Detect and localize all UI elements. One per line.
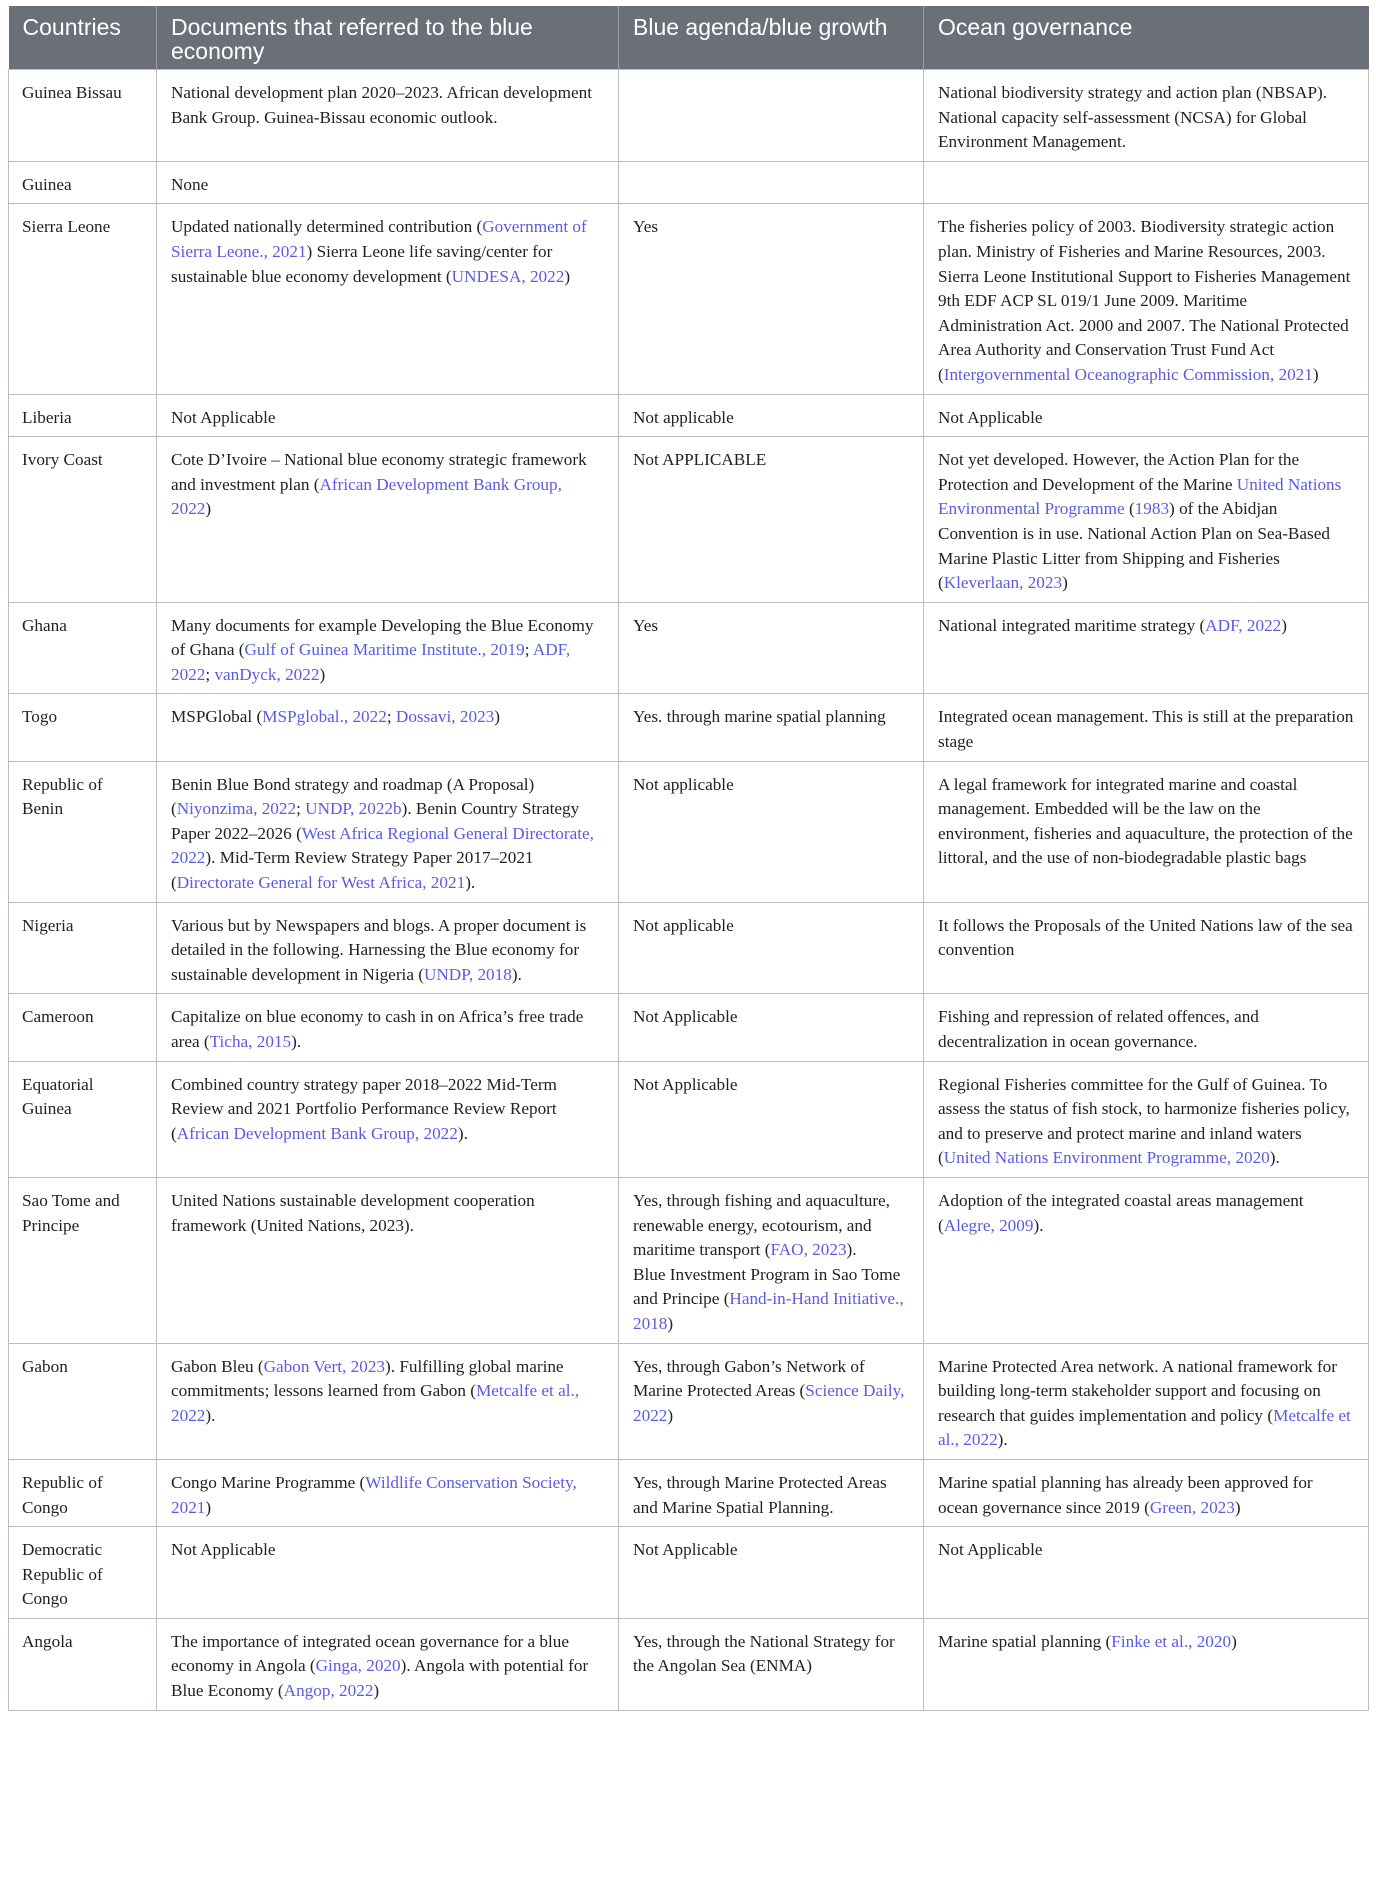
- documents-cell: [157, 437, 619, 603]
- cell-text: ).: [511, 964, 522, 984]
- citation-link[interactable]: United Nations Environmental Programme: [938, 474, 1342, 519]
- header-ocean-governance: Ocean governance: [924, 6, 1369, 70]
- table-row: [9, 1061, 1369, 1177]
- blue-agenda-cell: [619, 694, 924, 761]
- cell-text: ): [373, 1681, 380, 1701]
- citation-link[interactable]: Directorate General for West Africa, 2021: [176, 873, 466, 893]
- cell-text: United Nations sustainable development cooperation framework (United Nations, 2023).: [171, 1190, 535, 1235]
- ocean-governance-cell: [924, 602, 1369, 694]
- blue-agenda-cell: [619, 437, 924, 603]
- citation-link[interactable]: Kleverlaan, 2023: [943, 573, 1063, 593]
- cell-text: ;: [296, 799, 306, 819]
- cell-text: National biodiversity strategy and action plan (NBSAP). National capacity self-assessment (NCSA) for Global Environment Management.: [938, 83, 1328, 152]
- cell-text: Capitalize on blue economy to cash in on Africa’s free trade area (: [171, 1007, 584, 1051]
- cell-text: ) of the Abidjan Convention is in use. National Action Plan on Sea-Based Marine Plastic Litter from Shipping and Fisheries (: [938, 499, 1330, 593]
- cell-text: ): [205, 499, 212, 519]
- citation-link[interactable]: Intergovernmental Oceanographic Commission, 2021: [943, 364, 1313, 384]
- cell-text: ).: [1033, 1215, 1044, 1235]
- header-blue-agenda: Blue agenda/blue growth: [619, 6, 924, 70]
- country-cell: Nigeria: [9, 902, 157, 994]
- table-row: [9, 1459, 1369, 1526]
- citation-link[interactable]: Metcalfe et al., 2022: [171, 1381, 580, 1425]
- documents-cell: [157, 1177, 619, 1343]
- cell-text: ).: [997, 1430, 1008, 1450]
- cell-text: Yes, through Marine Protected Areas and Marine Spatial Planning.: [633, 1472, 887, 1517]
- citation-link[interactable]: Green, 2023: [1149, 1497, 1235, 1517]
- cell-text: MSPGlobal (: [171, 707, 263, 727]
- blue-agenda-cell: [619, 1343, 924, 1459]
- cell-text: ): [319, 664, 326, 684]
- cell-text: Yes, through Gabon’s Network of Marine Protected Areas (: [633, 1356, 865, 1401]
- cell-text: Not Applicable: [171, 407, 276, 427]
- ocean-governance-cell: [924, 70, 1369, 162]
- blue-economy-table: [8, 6, 1369, 1711]
- cell-text: ). Mid-Term Review Strategy Paper 2017–2021 (: [171, 848, 534, 893]
- table-row: [9, 902, 1369, 994]
- documents-cell: [157, 994, 619, 1061]
- cell-text: Not Applicable: [171, 1540, 276, 1560]
- cell-text: Yes: [633, 217, 659, 237]
- citation-link[interactable]: West Africa Regional General Directorate, 2022: [171, 823, 594, 868]
- cell-text: ): [667, 1405, 674, 1425]
- country-cell: Gabon: [9, 1343, 157, 1459]
- country-cell: Sierra Leone: [9, 204, 157, 394]
- citation-link[interactable]: Alegre, 2009: [943, 1215, 1034, 1235]
- documents-cell: [157, 1527, 619, 1619]
- documents-cell: [157, 761, 619, 902]
- cell-text: Not yet developed. However, the Action Plan for the Protection and Development of the Marine: [938, 450, 1300, 494]
- citation-link[interactable]: UNDP, 2022b: [305, 799, 402, 819]
- cell-text: A legal framework for integrated marine and coastal management. Embedded will be the law on the environment, fisheries and aquaculture, the protection of the littoral, and the use of non-biodegradable plastic bags: [938, 774, 1353, 868]
- blue-agenda-cell: [619, 1459, 924, 1526]
- country-cell: Liberia: [9, 394, 157, 437]
- cell-text: ): [667, 1313, 674, 1333]
- cell-text: Cote D’Ivoire – National blue economy strategic framework and investment plan (: [171, 450, 587, 494]
- cell-text: ): [564, 266, 571, 286]
- country-cell: Ghana: [9, 602, 157, 694]
- ocean-governance-cell: [924, 204, 1369, 394]
- cell-text: Fishing and repression of related offences, and decentralization in ocean governance.: [938, 1007, 1259, 1051]
- documents-cell: [157, 1343, 619, 1459]
- citation-link[interactable]: Ginga, 2020: [315, 1656, 401, 1676]
- blue-agenda-cell: [619, 761, 924, 902]
- documents-cell: [157, 902, 619, 994]
- header-row: [9, 6, 1369, 70]
- cell-text: ). Fulfilling global marine commitments; lessons learned from Gabon (: [171, 1356, 564, 1401]
- blue-agenda-cell: [619, 161, 924, 204]
- documents-cell: [157, 1618, 619, 1710]
- cell-text: Marine spatial planning has already been approved for ocean governance since 2019 (: [938, 1472, 1313, 1517]
- documents-cell: [157, 204, 619, 394]
- cell-text: Yes: [633, 615, 659, 635]
- cell-text: ): [494, 707, 501, 727]
- table-row: [9, 1343, 1369, 1459]
- citation-link[interactable]: ADF, 2022: [171, 640, 571, 684]
- documents-cell: [157, 161, 619, 204]
- citation-link[interactable]: United Nations Environment Programme, 2020: [943, 1148, 1270, 1168]
- citation-link[interactable]: Finke et al., 2020: [1111, 1631, 1232, 1651]
- cell-text: ): [1062, 573, 1068, 593]
- cell-text: ).: [1269, 1148, 1280, 1168]
- citation-link[interactable]: ADF, 2022: [1205, 615, 1282, 635]
- cell-text: Regional Fisheries committee for the Gulf of Guinea. To assess the status of fish stock, to harmonize fisheries policy, and to preserve and protect marine and inland waters (: [938, 1074, 1350, 1168]
- citation-link[interactable]: Niyonzima, 2022: [176, 799, 297, 819]
- cell-text: Gabon Bleu (: [171, 1356, 264, 1376]
- header-countries: Countries: [9, 6, 157, 70]
- cell-text: It follows the Proposals of the United Nations law of the sea convention: [938, 915, 1353, 960]
- documents-cell: [157, 70, 619, 162]
- ocean-governance-cell: [924, 994, 1369, 1061]
- cell-text: ): [1234, 1497, 1241, 1517]
- table-row: [9, 204, 1369, 394]
- cell-text: ).: [457, 1123, 468, 1143]
- ocean-governance-cell: [924, 161, 1369, 204]
- citation-link[interactable]: MSPglobal., 2022: [262, 707, 387, 727]
- cell-text: Integrated ocean management. This is still at the preparation stage: [938, 707, 1354, 752]
- country-cell: Sao Tome and Principe: [9, 1177, 157, 1343]
- table-header: [9, 6, 1369, 70]
- country-cell: Guinea Bissau: [9, 70, 157, 162]
- citation-link[interactable]: Gulf of Guinea Maritime Institute., 2019: [244, 640, 525, 660]
- cell-text: Updated nationally determined contribution (: [171, 217, 483, 237]
- table-body: [9, 70, 1369, 1711]
- country-cell: Angola: [9, 1618, 157, 1710]
- citation-link[interactable]: UNDESA, 2022: [451, 266, 565, 286]
- table-row: [9, 161, 1369, 204]
- cell-text: ). Angola with potential for Blue Economy (: [171, 1656, 589, 1701]
- cell-text: ). Benin Country Strategy Paper 2022–2026 (: [171, 799, 580, 843]
- cell-text: ).: [205, 1405, 216, 1425]
- blue-agenda-cell: [619, 204, 924, 394]
- table-row: [9, 994, 1369, 1061]
- cell-text: Not APPLICABLE: [633, 450, 767, 470]
- cell-text: Not applicable: [633, 407, 734, 427]
- cell-text: Blue Investment Program in Sao Tome and Principe (: [633, 1264, 901, 1309]
- country-cell: Republic of Benin: [9, 761, 157, 902]
- table-row: [9, 70, 1369, 162]
- cell-text: ): [1312, 364, 1319, 384]
- citation-link[interactable]: Angop, 2022: [283, 1681, 374, 1701]
- cell-text: Not applicable: [633, 915, 734, 935]
- citation-link[interactable]: African Development Bank Group, 2022: [171, 474, 562, 519]
- cell-text: Marine spatial planning (: [938, 1631, 1112, 1651]
- ocean-governance-cell: [924, 1618, 1369, 1710]
- cell-text: Yes, through the National Strategy for the Angolan Sea (ENMA): [633, 1631, 895, 1676]
- cell-text: ): [1281, 615, 1287, 635]
- cell-text: National integrated maritime strategy (: [938, 615, 1206, 635]
- ocean-governance-cell: [924, 437, 1369, 603]
- documents-cell: [157, 394, 619, 437]
- citation-link[interactable]: Wildlife Conservation Society, 2021: [171, 1472, 577, 1517]
- ocean-governance-cell: [924, 394, 1369, 437]
- citation-link[interactable]: Science Daily, 2022: [633, 1381, 905, 1425]
- header-documents: Documents that referred to the blue economy: [157, 6, 619, 70]
- cell-text: ): [205, 1497, 212, 1517]
- blue-agenda-cell: [619, 1061, 924, 1177]
- citation-link[interactable]: 1983: [1134, 499, 1170, 519]
- citation-link[interactable]: Ticha, 2015: [209, 1032, 292, 1051]
- country-cell: Republic of Congo: [9, 1459, 157, 1526]
- citation-link[interactable]: Dossavi, 2023: [395, 707, 495, 727]
- cell-text: Not Applicable: [633, 1074, 738, 1094]
- cell-text: The fisheries policy of 2003. Biodiversity strategic action plan. Ministry of Fisheries and Marine Resources, 2003. Sierra Leone Institutional Support to Fisheries Management 9th EDF ACP SL 019/1 June 2009. Maritime Administration Act. 2000 and 2007. The National Protected Area Authority and Conservation Trust Fund Act (: [938, 217, 1351, 384]
- cell-text: ): [1231, 1631, 1237, 1651]
- documents-cell: [157, 1061, 619, 1177]
- cell-text: ) Sierra Leone life saving/center for sustainable blue economy development (: [171, 241, 553, 286]
- cell-text: Not Applicable: [633, 1007, 738, 1027]
- cell-text: Not Applicable: [633, 1540, 738, 1560]
- ocean-governance-cell: [924, 1177, 1369, 1343]
- table-row: [9, 694, 1369, 761]
- ocean-governance-cell: [924, 902, 1369, 994]
- citation-link[interactable]: Gabon Vert, 2023: [263, 1356, 386, 1376]
- blue-agenda-cell: [619, 602, 924, 694]
- cell-text: Not Applicable: [938, 1540, 1043, 1560]
- ocean-governance-cell: [924, 1343, 1369, 1459]
- cell-text: Yes. through marine spatial planning: [633, 707, 886, 727]
- cell-text: Adoption of the integrated coastal areas management (: [938, 1190, 1304, 1235]
- ocean-governance-cell: [924, 1527, 1369, 1619]
- documents-cell: [157, 602, 619, 694]
- table-row: [9, 437, 1369, 603]
- ocean-governance-cell: [924, 694, 1369, 761]
- country-cell: Equatorial Guinea: [9, 1061, 157, 1177]
- cell-text: ).: [291, 1032, 302, 1051]
- blue-agenda-cell: [619, 70, 924, 162]
- citation-link[interactable]: FAO, 2023: [770, 1240, 847, 1260]
- table-row: [9, 1527, 1369, 1619]
- cell-text: ;: [205, 664, 215, 684]
- citation-link[interactable]: Government of Sierra Leone., 2021: [171, 217, 587, 261]
- table-row: [9, 602, 1369, 694]
- ocean-governance-cell: [924, 1061, 1369, 1177]
- cell-text: ;: [386, 707, 396, 727]
- country-cell: Guinea: [9, 161, 157, 204]
- citation-link[interactable]: vanDyck, 2022: [214, 664, 320, 684]
- table-row: [9, 1618, 1369, 1710]
- citation-link[interactable]: UNDP, 2018: [423, 964, 512, 984]
- citation-link[interactable]: African Development Bank Group, 2022: [176, 1123, 458, 1143]
- cell-text: Not Applicable: [938, 407, 1043, 427]
- cell-text: ;: [524, 640, 533, 660]
- blue-agenda-cell: [619, 1527, 924, 1619]
- cell-text: Combined country strategy paper 2018–2022 Mid-Term Review and 2021 Portfolio Performance Review Report (: [171, 1074, 557, 1143]
- document-page: [8, 6, 1368, 1711]
- ocean-governance-cell: [924, 761, 1369, 902]
- cell-text: Congo Marine Programme (: [171, 1472, 366, 1492]
- documents-cell: [157, 694, 619, 761]
- citation-link[interactable]: Hand-in-Hand Initiative., 2018: [633, 1289, 904, 1333]
- ocean-governance-cell: [924, 1459, 1369, 1526]
- cell-text: None: [171, 174, 209, 194]
- cell-text: National development plan 2020–2023. African development Bank Group. Guinea-Bissau economic outlook.: [171, 83, 592, 127]
- cell-text: Many documents for example Developing the Blue Economy of Ghana (: [171, 615, 594, 660]
- country-cell: Ivory Coast: [9, 437, 157, 603]
- blue-agenda-cell: [619, 394, 924, 437]
- country-cell: Democratic Republic of Congo: [9, 1527, 157, 1619]
- citation-link[interactable]: Metcalfe et al., 2022: [938, 1405, 1351, 1450]
- blue-agenda-cell: [619, 994, 924, 1061]
- cell-text: ).: [846, 1240, 857, 1260]
- blue-agenda-cell: [619, 1177, 924, 1343]
- blue-agenda-cell: [619, 902, 924, 994]
- cell-text: Not applicable: [633, 774, 734, 794]
- cell-text: Marine Protected Area network. A national framework for building long-term stakeholder support and focusing on research that guides implementation and policy (: [938, 1356, 1337, 1425]
- cell-text: The importance of integrated ocean governance for a blue economy in Angola (: [171, 1631, 569, 1676]
- country-cell: Togo: [9, 694, 157, 761]
- cell-text: ).: [465, 873, 476, 893]
- table-row: [9, 1177, 1369, 1343]
- country-cell: Cameroon: [9, 994, 157, 1061]
- cell-text: Benin Blue Bond strategy and roadmap (A Proposal) (: [171, 774, 535, 819]
- table-row: [9, 394, 1369, 437]
- cell-text: (: [1124, 499, 1135, 519]
- cell-text: Yes, through fishing and aquaculture, renewable energy, ecotourism, and maritime transport (: [633, 1190, 890, 1260]
- blue-agenda-cell: [619, 1618, 924, 1710]
- table-row: [9, 761, 1369, 902]
- cell-text: Various but by Newspapers and blogs. A proper document is detailed in the following. Harnessing the Blue economy for sustainable development in Nigeria (: [171, 915, 587, 984]
- documents-cell: [157, 1459, 619, 1526]
